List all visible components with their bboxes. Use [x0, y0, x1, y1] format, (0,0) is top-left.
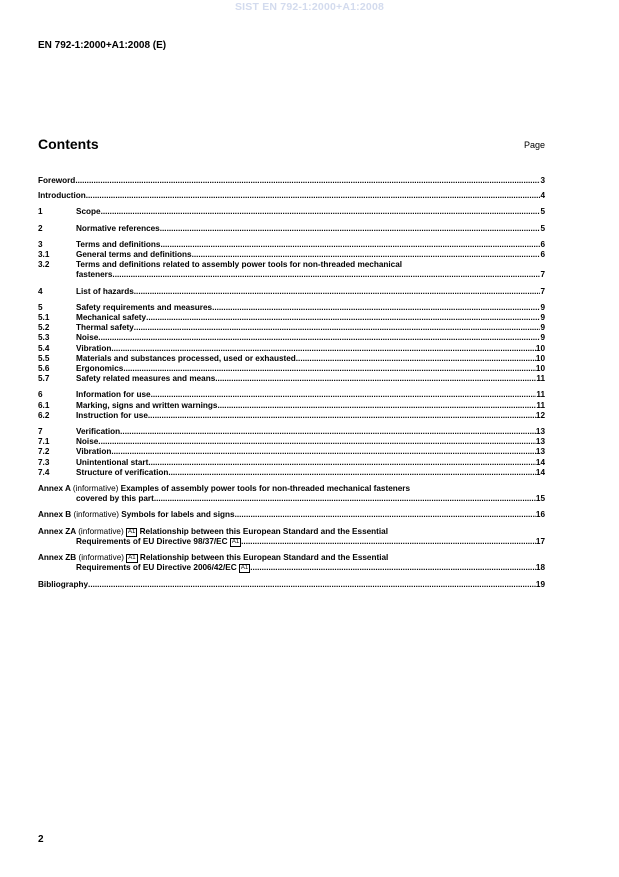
toc-page: 5: [540, 207, 545, 217]
toc-page: 11: [536, 400, 545, 410]
toc-entry-6-1[interactable]: [38, 401, 545, 411]
toc-page: 18: [535, 563, 545, 573]
annex-label: Annex A: [38, 484, 71, 494]
amendment-start-icon: A1: [127, 528, 136, 535]
annex-label: Annex ZA: [38, 526, 76, 536]
dot-leader: [111, 447, 536, 457]
toc-page: 3: [540, 176, 545, 185]
toc-page: 15: [535, 494, 545, 504]
toc-entry-annex-za-line1[interactable]: [38, 527, 545, 537]
toc-entry-7-1[interactable]: [38, 437, 545, 447]
annex-title: Relationship between this European Standard and the Essential: [139, 526, 389, 536]
toc-page: 6: [540, 239, 545, 249]
toc-number: 5.4: [38, 343, 50, 353]
dot-leader: [86, 191, 541, 201]
toc-title: Verification: [76, 427, 121, 437]
toc-entry-5-1[interactable]: [38, 313, 545, 323]
toc-page: 13: [535, 437, 545, 447]
dot-leader: [250, 563, 536, 573]
toc-page: 5: [540, 223, 545, 233]
toc-title: [76, 563, 250, 573]
dot-leader: [148, 411, 536, 421]
toc-entry-5-4[interactable]: [38, 344, 545, 354]
toc-page: 4: [540, 191, 545, 201]
toc-entry-annex-a-line1[interactable]: [38, 484, 545, 494]
toc-entry-2[interactable]: [38, 224, 545, 234]
dot-leader: [212, 303, 540, 313]
page-number: 2: [38, 834, 44, 845]
toc-title: Terms and definitions related to assembly power tools for non-threaded mechanical: [76, 260, 403, 270]
dot-leader: [148, 458, 536, 468]
toc-entry-7-2[interactable]: [38, 447, 545, 457]
dot-leader: [75, 176, 540, 186]
toc-page: 10: [535, 353, 545, 363]
toc-title: Thermal safety: [76, 323, 134, 333]
toc-title: Mechanical safety: [76, 313, 147, 323]
toc-page: 10: [535, 343, 545, 353]
dot-leader: [296, 354, 536, 364]
toc-title: Unintentional start: [76, 457, 149, 467]
toc-title: Scope: [76, 207, 101, 217]
toc-entry-1[interactable]: [38, 207, 545, 217]
toc-page: 13: [535, 427, 545, 437]
toc-entry-6[interactable]: [38, 390, 545, 400]
toc-page: 9: [540, 302, 545, 312]
toc-entry-5-5[interactable]: [38, 354, 545, 364]
toc-number: 6: [38, 390, 43, 400]
toc-title: Noise: [76, 437, 99, 447]
toc-title: Noise: [76, 333, 99, 343]
watermark: SIST EN 792-1:2000+A1:2008: [234, 1, 385, 13]
toc-title: Normative references: [76, 223, 160, 233]
toc-title: General terms and definitions: [76, 250, 192, 260]
toc-entry-7[interactable]: [38, 427, 545, 437]
dot-leader: [215, 374, 536, 384]
toc-page: 9: [540, 333, 545, 343]
toc-page: 14: [535, 457, 545, 467]
dot-leader: [217, 401, 536, 411]
toc-entry-4[interactable]: [38, 287, 545, 297]
dot-leader: [151, 390, 537, 400]
toc-page: 7: [540, 270, 545, 280]
toc-number: 3: [38, 239, 43, 249]
toc-number: 7.3: [38, 457, 50, 467]
document-id: EN 792-1:2000+A1:2008 (E): [38, 40, 167, 51]
toc-entry-annex-a-line2[interactable]: [38, 494, 545, 504]
toc-number: 3.2: [38, 260, 50, 270]
dot-leader: [101, 207, 541, 217]
dot-leader: [112, 270, 540, 280]
toc-page: 16: [535, 510, 545, 520]
dot-leader: [160, 240, 540, 250]
toc-title: Bibliography: [38, 579, 89, 589]
toc-title: Information for use: [76, 390, 151, 400]
toc-page: 6: [540, 250, 545, 260]
dot-leader: [134, 287, 541, 297]
toc-number: 5.7: [38, 374, 50, 384]
toc-page: 13: [535, 447, 545, 457]
toc-entry-6-2[interactable]: [38, 411, 545, 421]
toc-entry-5-2[interactable]: [38, 323, 545, 333]
dot-leader: [160, 224, 541, 234]
dot-leader: [123, 364, 536, 374]
dot-leader: [98, 333, 540, 343]
dot-leader: [154, 494, 536, 504]
toc-page: 19: [535, 579, 545, 589]
annex-title: Relationship between this European Standard and the Essential: [139, 553, 389, 563]
annex-type: (informative): [78, 553, 124, 563]
toc-page: 10: [535, 364, 545, 374]
toc-number: 7: [38, 427, 43, 437]
dot-leader: [120, 427, 536, 437]
toc-number: 2: [38, 223, 43, 233]
toc-number: 5.6: [38, 364, 50, 374]
toc-title: Vibration: [76, 343, 112, 353]
annex-type: (informative): [78, 526, 124, 536]
toc-title: Marking, signs and written warnings: [76, 400, 218, 410]
dot-leader: [168, 468, 536, 478]
amendment-start-icon: A1: [128, 555, 136, 562]
toc-title: Structure of verification: [76, 467, 169, 477]
toc-number: 6.1: [38, 400, 50, 410]
toc-entry-7-3[interactable]: [38, 458, 545, 468]
dot-leader: [192, 250, 541, 260]
annex-type: (informative): [72, 484, 119, 494]
toc-number: 5.5: [38, 353, 50, 363]
toc-entry-5[interactable]: [38, 303, 545, 313]
toc-entry-3-2-line1[interactable]: [38, 260, 545, 270]
toc-entry-introduction[interactable]: [38, 191, 545, 201]
toc-title: List of hazards: [76, 286, 134, 296]
toc-title: Safety requirements and measures: [76, 302, 213, 312]
toc-title: Materials and substances processed, used or exhausted: [76, 353, 296, 363]
toc-page: 14: [535, 467, 545, 477]
toc-title: Introduction: [38, 191, 86, 201]
toc-page: 9: [540, 313, 545, 323]
toc-title: Vibration: [76, 447, 112, 457]
toc-entry-3-1[interactable]: [38, 250, 545, 260]
toc-title: covered by this part: [76, 494, 154, 504]
toc-number: 7.1: [38, 437, 50, 447]
toc-entry-3-2-line2[interactable]: [38, 270, 545, 280]
toc-entry-5-3[interactable]: [38, 333, 545, 343]
toc-entry-bibliography[interactable]: [38, 580, 545, 590]
toc-entry-annex-za-line2[interactable]: [38, 537, 545, 547]
toc-number: 5: [38, 302, 43, 312]
toc-title: [38, 553, 388, 563]
toc-title: Instruction for use: [76, 410, 148, 420]
dot-leader: [134, 323, 541, 333]
dot-leader: [88, 580, 536, 590]
toc-title: Safety related measures and means: [76, 374, 216, 384]
dot-leader: [235, 510, 536, 520]
toc-entry-annex-zb-line1[interactable]: [38, 553, 545, 563]
toc-entry-annex-zb-line2[interactable]: [38, 563, 545, 573]
amendment-end-icon: A1: [240, 565, 249, 572]
toc-entry-3[interactable]: [38, 240, 545, 250]
toc-title: fasteners: [76, 270, 113, 280]
toc-title: [38, 527, 388, 537]
toc-entry-5-7[interactable]: [38, 374, 545, 384]
annex-label: Annex B: [38, 510, 72, 520]
toc-page: 7: [540, 286, 545, 296]
toc-page: 9: [540, 323, 545, 333]
toc-title: Ergonomics: [76, 364, 124, 374]
table-of-contents: [38, 176, 545, 590]
annex-type: (informative): [73, 510, 119, 520]
toc-title: [76, 537, 241, 547]
toc-number: 3.1: [38, 250, 50, 260]
dot-leader: [146, 313, 540, 323]
annex-title-cont: Requirements of EU Directive 98/37/EC: [76, 536, 228, 546]
annex-title: Examples of assembly power tools for non-threaded mechanical fasteners: [120, 484, 411, 494]
annex-title-cont: Requirements of EU Directive 2006/42/EC: [76, 563, 237, 573]
dot-leader: [98, 437, 536, 447]
toc-page: 17: [535, 536, 545, 546]
page-column-label: Page: [523, 140, 545, 150]
toc-entry-annex-b[interactable]: [38, 510, 545, 520]
annex-label: Annex ZB: [38, 553, 77, 563]
toc-entry-foreword[interactable]: [38, 176, 545, 186]
toc-page: 11: [536, 374, 545, 384]
toc-number: 7.2: [38, 447, 50, 457]
toc-entry-5-6[interactable]: [38, 364, 545, 374]
toc-number: 7.4: [38, 467, 50, 477]
annex-title: Symbols for labels and signs: [121, 510, 235, 520]
toc-page: 11: [536, 390, 545, 400]
toc-entry-7-4[interactable]: [38, 468, 545, 478]
contents-title: Contents: [38, 136, 99, 152]
toc-number: 1: [38, 207, 43, 217]
toc-title: Foreword: [38, 176, 76, 185]
toc-title: [38, 510, 235, 520]
toc-title: Terms and definitions: [76, 239, 161, 249]
toc-number: 6.2: [38, 410, 50, 420]
dot-leader: [111, 344, 536, 354]
amendment-end-icon: A1: [231, 538, 240, 545]
toc-number: 5.2: [38, 323, 50, 333]
toc-page: 12: [535, 410, 545, 420]
dot-leader: [241, 537, 536, 547]
toc-number: 4: [38, 286, 43, 296]
toc-number: 5.3: [38, 333, 50, 343]
toc-title: [38, 484, 410, 494]
toc-number: 5.1: [38, 313, 50, 323]
